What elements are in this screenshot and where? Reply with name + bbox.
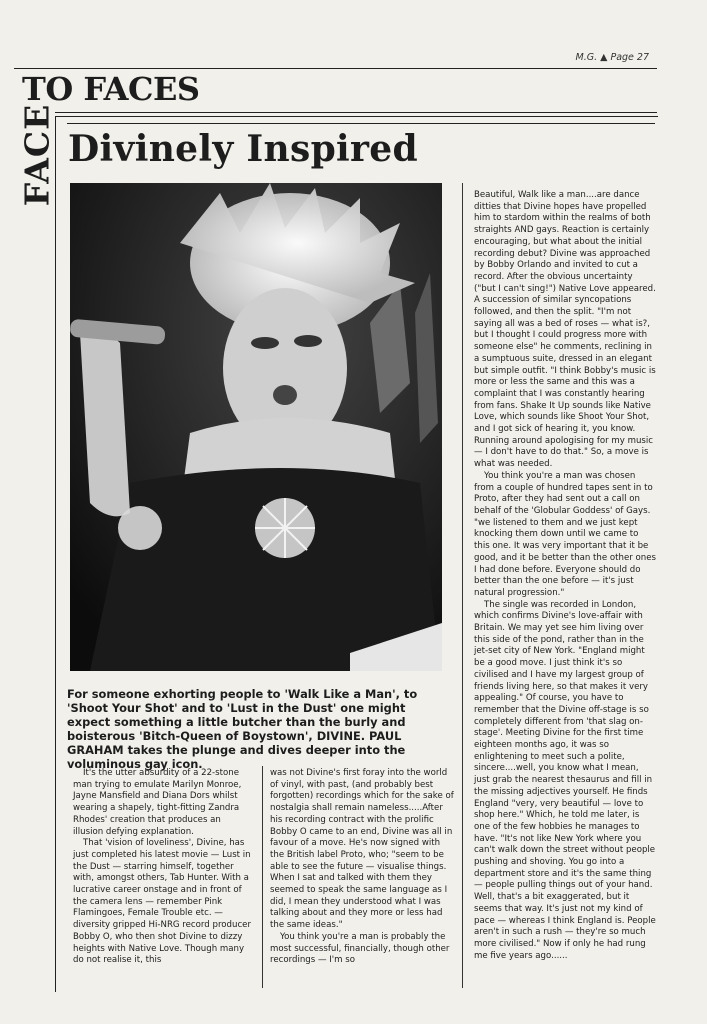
body-column-2 bbox=[270, 768, 454, 967]
paragraph: That 'vision of loveliness', Divine, has just completed his latest movie — Lust in the Dust — starring himself, together with, amongst others, Tab Hunter. With a lucrative career onstage and in front of the camera lens — remember Pink Flamingoes, Female Trouble etc. — diversity gripped Hi-NRG record producer Bobby O, who then shot Divine to dizzy heights with Native Love. Though many do not realise it, this bbox=[73, 838, 251, 966]
standfirst: For someone exhorting people to 'Walk Like a Man', to 'Shoot Your Shot' and to 'Lust in the Dust' one might expect something a little butcher than the burly and boisterous 'Bitch-Queen of Boystown', DIVINE. PAUL GRAHAM takes the plunge and dives deeper into the voluminous gay icon. bbox=[67, 687, 418, 771]
paragraph: The single was recorded in London, which confirms Divine's love-affair with Britain. We may yet see him living over this side of the pond, rather than in the jet-set city of New York. "England might be a good move. I just think it's so civilised and I have my largest group of friends living here, so that makes it very appealing." Of course, you have to remember that the Divine off-stage is so completely different from 'that slag on-stage'. Meeting Divine for the first time eighteen months ago, it was so enlightening to meet such a polite, sincere....well, you know what I mean, just grab the nearest thesaurus and fill in the missing adjectives yourself. He finds England "very, very beautiful — love to shop here." Which, he told me later, is one of the few hobbies he manages to have. "It's not like New York where you can't walk down the street without people pushing and shoving. You go into a department store and it's the same thing — people pulling things out of your hand. Well, that's a bit exaggerated, but it seems that way. It's just not my kind of pace — whereas I think England is. People aren't in such a rush — they're so much more civilised." Now if only he had rung me five years ago...... bbox=[474, 599, 656, 961]
divine-photo bbox=[70, 183, 442, 671]
paragraph: was not Divine's first foray into the world of vinyl, with past, (and probably best forgotten) recordings which for the sake of nostalgia shall remain nameless.....After his recording contract with the prolific Bobby O came to an end, Divine was all in favour of a move. He's now signed with the British label Proto, who; "seem to be able to see the future — visualise things. When I sat and talked with them they seemed to speak the same language as I did, I mean they understood what I was talking about and they more or less had the same ideas." bbox=[270, 768, 454, 931]
column-rule bbox=[262, 766, 263, 988]
paragraph: Beautiful, Walk like a man....are dance ditties that Divine hopes have propelled him to stardom within the realms of both straights AND gays. Reaction is certainly encouraging, but what about the initial recording debut? Divine was approached by Bobby Orlando and invited to cut a record. After the obvious uncertainty ("but I can't sing!") Native Love appeared. A succession of similar syncopations followed, and then the split. "I'm not saying all was a bed of roses — what is?, but I thought I could progress more with someone else" he comments, reclining in a sumptuous suite, dressed in an elegant but simple outfit. "I think Bobby's music is more or less the same and this was a complaint that I was constantly hearing from fans. Shake It Up sounds like Native Love, which sounds like Shoot Your Shot, and I got sick of hearing it, you know. Running around apologising for my music — I don't have to do that." So, a move is what was needed. bbox=[474, 190, 656, 470]
paragraph: It's the utter absurdity of a 22-stone man trying to emulate Marilyn Monroe, Jayne Mansfield and Diana Dors whilst wearing a shapely, tight-fitting Zandra Rhodes' creation that produces an illusion defying explanation. bbox=[73, 768, 242, 837]
column-rule bbox=[462, 183, 463, 988]
headline: Divinely Inspired bbox=[68, 128, 418, 170]
page-reference: M.G. ▲ Page 27 bbox=[575, 52, 649, 63]
header-rule-1 bbox=[55, 112, 657, 113]
section-title-vertical: FACE bbox=[17, 103, 57, 207]
body-column-1 bbox=[73, 768, 253, 967]
paragraph: You think you're a man was chosen from a couple of hundred tapes sent in to Proto, after they had sent out a call on behalf of the 'Globular Goddess' of Gays. "we listened to them and we just kept knocking them down until we came to this one. It was very important that it be good, and it be better than the other ones I had done before. Everyone should do better than the one before — it's just natural progression." bbox=[474, 470, 656, 598]
section-title: TO FACES bbox=[22, 70, 200, 108]
body-column-3 bbox=[474, 190, 656, 962]
paragraph: You think you're a man is probably the most successful, financially, though other recordings — I'm so bbox=[270, 931, 450, 966]
header-rule-2 bbox=[67, 123, 655, 124]
top-rule bbox=[14, 68, 657, 69]
